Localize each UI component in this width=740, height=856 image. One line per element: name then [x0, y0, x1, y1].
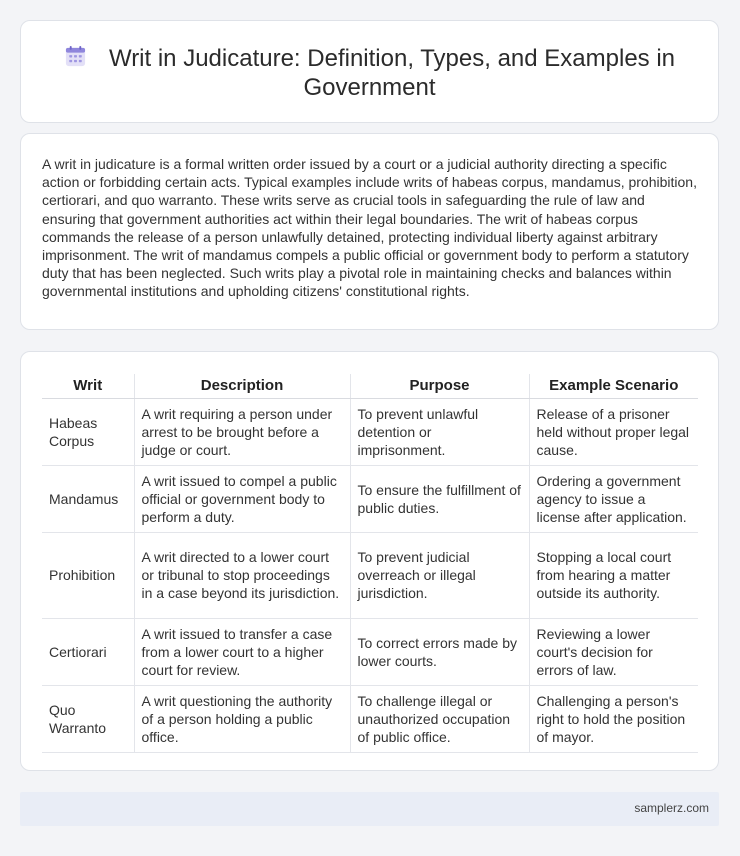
cell-writ: Quo Warranto — [42, 685, 134, 752]
footer-site-link[interactable]: samplerz.com — [634, 801, 709, 815]
intro-paragraph: A writ in judicature is a formal written order issued by a court or a judicial authority directing a specific action or forbidding certain acts. Typical examples include writs of habeas corpus, mandamus, prohibition, certiorari, and quo warranto. These writs serve as crucial tools in safeguarding the rule of law and ensuring that government authorities act within their legal boundaries. The writ of habeas corpus commands the release of a person unlawfully detained, protecting individual liberty against arbitrary imprisonment. The writ of mandamus compels a public official or government body to perform a statutory duty that has been neglected. Such writs play a pivotal role in maintaining checks and balances within governmental institutions and upholding citizens' constitutional rights. — [42, 156, 697, 300]
header-writ: Writ — [42, 374, 134, 398]
cell-purpose: To challenge illegal or unauthorized occupation of public office. — [350, 685, 529, 752]
cell-writ: Habeas Corpus — [42, 398, 134, 465]
cell-example: Stopping a local court from hearing a matter outside its authority. — [529, 532, 698, 618]
cell-writ: Prohibition — [42, 532, 134, 618]
cell-writ: Certiorari — [42, 618, 134, 685]
table-row — [42, 618, 698, 685]
page-title — [21, 44, 718, 102]
cell-purpose: To correct errors made by lower courts. — [350, 618, 529, 685]
cell-purpose: To ensure the fulfillment of public duties. — [350, 465, 529, 532]
cell-writ: Mandamus — [42, 465, 134, 532]
table-row — [42, 532, 698, 618]
cell-example: Release of a prisoner held without proper legal cause. — [529, 398, 698, 465]
header-purpose: Purpose — [350, 374, 529, 398]
writs-table — [42, 374, 698, 753]
cell-description: A writ directed to a lower court or tribunal to stop proceedings in a case beyond its jurisdiction. — [134, 532, 350, 618]
table-row — [42, 398, 698, 465]
cell-purpose: To prevent judicial overreach or illegal jurisdiction. — [350, 532, 529, 618]
page-title-text: Writ in Judicature: Definition, Types, and Examples in Government — [108, 45, 676, 101]
cell-example: Reviewing a lower court's decision for errors of law. — [529, 618, 698, 685]
table-header-row — [42, 374, 698, 398]
intro-card — [20, 133, 719, 330]
cell-example: Challenging a person's right to hold the position of mayor. — [529, 685, 698, 752]
cell-description: A writ requiring a person under arrest to be brought before a judge or court. — [134, 398, 350, 465]
table-row — [42, 465, 698, 532]
cell-description: A writ issued to transfer a case from a lower court to a higher court for review. — [134, 618, 350, 685]
header-example-scenario: Example Scenario — [529, 374, 698, 398]
table-card — [20, 351, 719, 771]
header-description: Description — [134, 374, 350, 398]
footer — [20, 792, 719, 826]
cell-example: Ordering a government agency to issue a license after application. — [529, 465, 698, 532]
cell-purpose: To prevent unlawful detention or imprisonment. — [350, 398, 529, 465]
table-row — [42, 685, 698, 752]
title-card — [20, 20, 719, 123]
cell-description: A writ questioning the authority of a person holding a public office. — [134, 685, 350, 752]
cell-description: A writ issued to compel a public official or government body to perform a duty. — [134, 465, 350, 532]
calendar-icon — [64, 45, 87, 68]
